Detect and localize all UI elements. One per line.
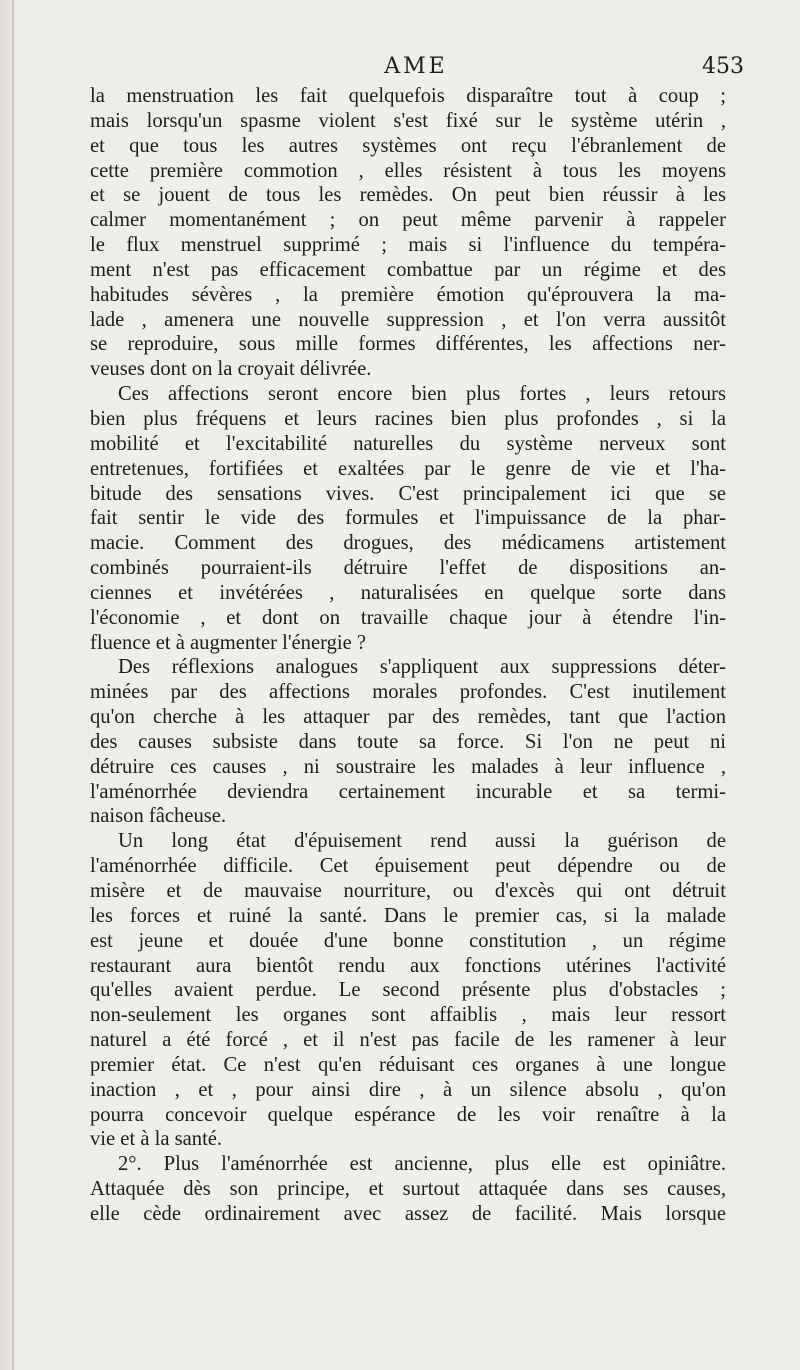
text-line: veuses dont on la croyait délivrée. <box>90 358 372 381</box>
paragraph <box>90 829 726 1152</box>
paragraph <box>90 1152 726 1227</box>
body-text <box>90 84 726 1227</box>
text-line: les forces et ruiné la santé. Dans le premier cas, si la malade <box>90 904 726 927</box>
text-line: naturel a été forcé , et il n'est pas facile de les ramener à leur <box>90 1029 726 1052</box>
text-line: qu'elles avaient perdue. Le second présente plus d'obstacles ; <box>90 979 726 1002</box>
text-line: ment n'est pas efficacement combattue par un régime et des <box>90 258 726 281</box>
text-line: fluence et à augmenter l'énergie ? <box>90 631 367 654</box>
text-line: la menstruation les fait quelquefois disparaître tout à coup ; <box>90 85 726 107</box>
text-line: ciennes et invétérées , naturalisées en quelque sorte dans <box>90 581 726 604</box>
text-line: vie et à la santé. <box>90 1128 223 1151</box>
text-line: inaction , et , pour ainsi dire , à un silence absolu , qu'on <box>90 1078 726 1101</box>
text-line: elle cède ordinairement avec assez de facilité. Mais lorsque <box>90 1202 726 1225</box>
text-line: lade , amenera une nouvelle suppression , et l'on verra aussitôt <box>90 308 726 331</box>
text-line: fait sentir le vide des formules et l'impuissance de la phar- <box>90 507 726 530</box>
text-line: Ces affections seront encore bien plus fortes , leurs retours <box>118 383 726 406</box>
paragraph <box>90 655 726 829</box>
text-line: est jeune et douée d'une bonne constitution , un régime <box>90 929 726 952</box>
text-line: des causes subsiste dans toute sa force. Si l'on ne peut ni <box>90 730 726 753</box>
text-line: calmer momentanément ; on peut même parvenir à rappeler <box>90 209 726 232</box>
page-number: 453 <box>702 54 744 79</box>
text-line: cette première commotion , elles résistent à tous les moyens <box>90 159 726 182</box>
text-line: bien plus fréquens et leurs racines bien plus profondes , si la <box>90 407 726 430</box>
text-line: Des réflexions analogues s'appliquent aux suppressions déter- <box>118 656 726 679</box>
text-line: habitudes sévères , la première émotion qu'éprouvera la ma- <box>90 283 726 306</box>
text-line: l'économie , et dont on travaille chaque jour à étendre l'in- <box>90 606 726 629</box>
text-line: naison fâcheuse. <box>90 805 227 828</box>
text-line: minées par des affections morales profondes. C'est inutilement <box>90 681 726 704</box>
text-line: restaurant aura bientôt rendu aux fonctions utérines l'activité <box>90 954 726 977</box>
text-line: macie. Comment des drogues, des médicamens artistement <box>90 532 726 555</box>
page-header <box>88 54 744 84</box>
text-line: 2°. Plus l'aménorrhée est ancienne, plus elle est opiniâtre. <box>118 1153 726 1176</box>
binding-gutter <box>12 0 14 1370</box>
paragraph <box>90 382 726 655</box>
text-line: l'aménorrhée deviendra certainement incurable et sa termi- <box>90 780 726 803</box>
text-line: se reproduire, sous mille formes différentes, les affections ner- <box>90 333 726 356</box>
text-line: Attaquée dès son principe, et surtout attaquée dans ses causes, <box>90 1178 726 1201</box>
text-line: non-seulement les organes sont affaiblis , mais leur ressort <box>90 1004 726 1027</box>
text-line: l'aménorrhée difficile. Cet épuisement peut dépendre ou de <box>90 855 726 878</box>
text-line: premier état. Ce n'est qu'en réduisant ces organes à une longue <box>90 1053 726 1076</box>
running-title: AME <box>384 54 448 79</box>
text-line: mais lorsqu'un spasme violent s'est fixé sur le système utérin , <box>90 109 726 132</box>
text-line: bitude des sensations vives. C'est principalement ici que se <box>90 482 726 505</box>
text-line: pourra concevoir quelque espérance de les voir renaître à la <box>90 1103 726 1126</box>
text-line: mobilité et l'excitabilité naturelles du système nerveux sont <box>90 432 726 455</box>
text-line: qu'on cherche à les attaquer par des remèdes, tant que l'action <box>90 706 726 729</box>
text-line: et que tous les autres systèmes ont reçu l'ébranlement de <box>90 134 726 157</box>
text-line: le flux menstruel supprimé ; mais si l'influence du tempéra- <box>90 234 726 257</box>
text-line: misère et de mauvaise nourriture, ou d'excès qui ont détruit <box>90 880 726 902</box>
text-line: entretenues, fortifiées et exaltées par le genre de vie et l'ha- <box>90 457 726 480</box>
text-line: Un long état d'épuisement rend aussi la guérison de <box>118 830 726 853</box>
text-line: et se jouent de tous les remèdes. On peut bien réussir à les <box>90 184 726 207</box>
text-line: détruire ces causes , ni soustraire les malades à leur influence , <box>90 755 726 778</box>
text-line: combinés pourraient-ils détruire l'effet de dispositions an- <box>90 557 726 580</box>
paragraph <box>90 84 726 382</box>
